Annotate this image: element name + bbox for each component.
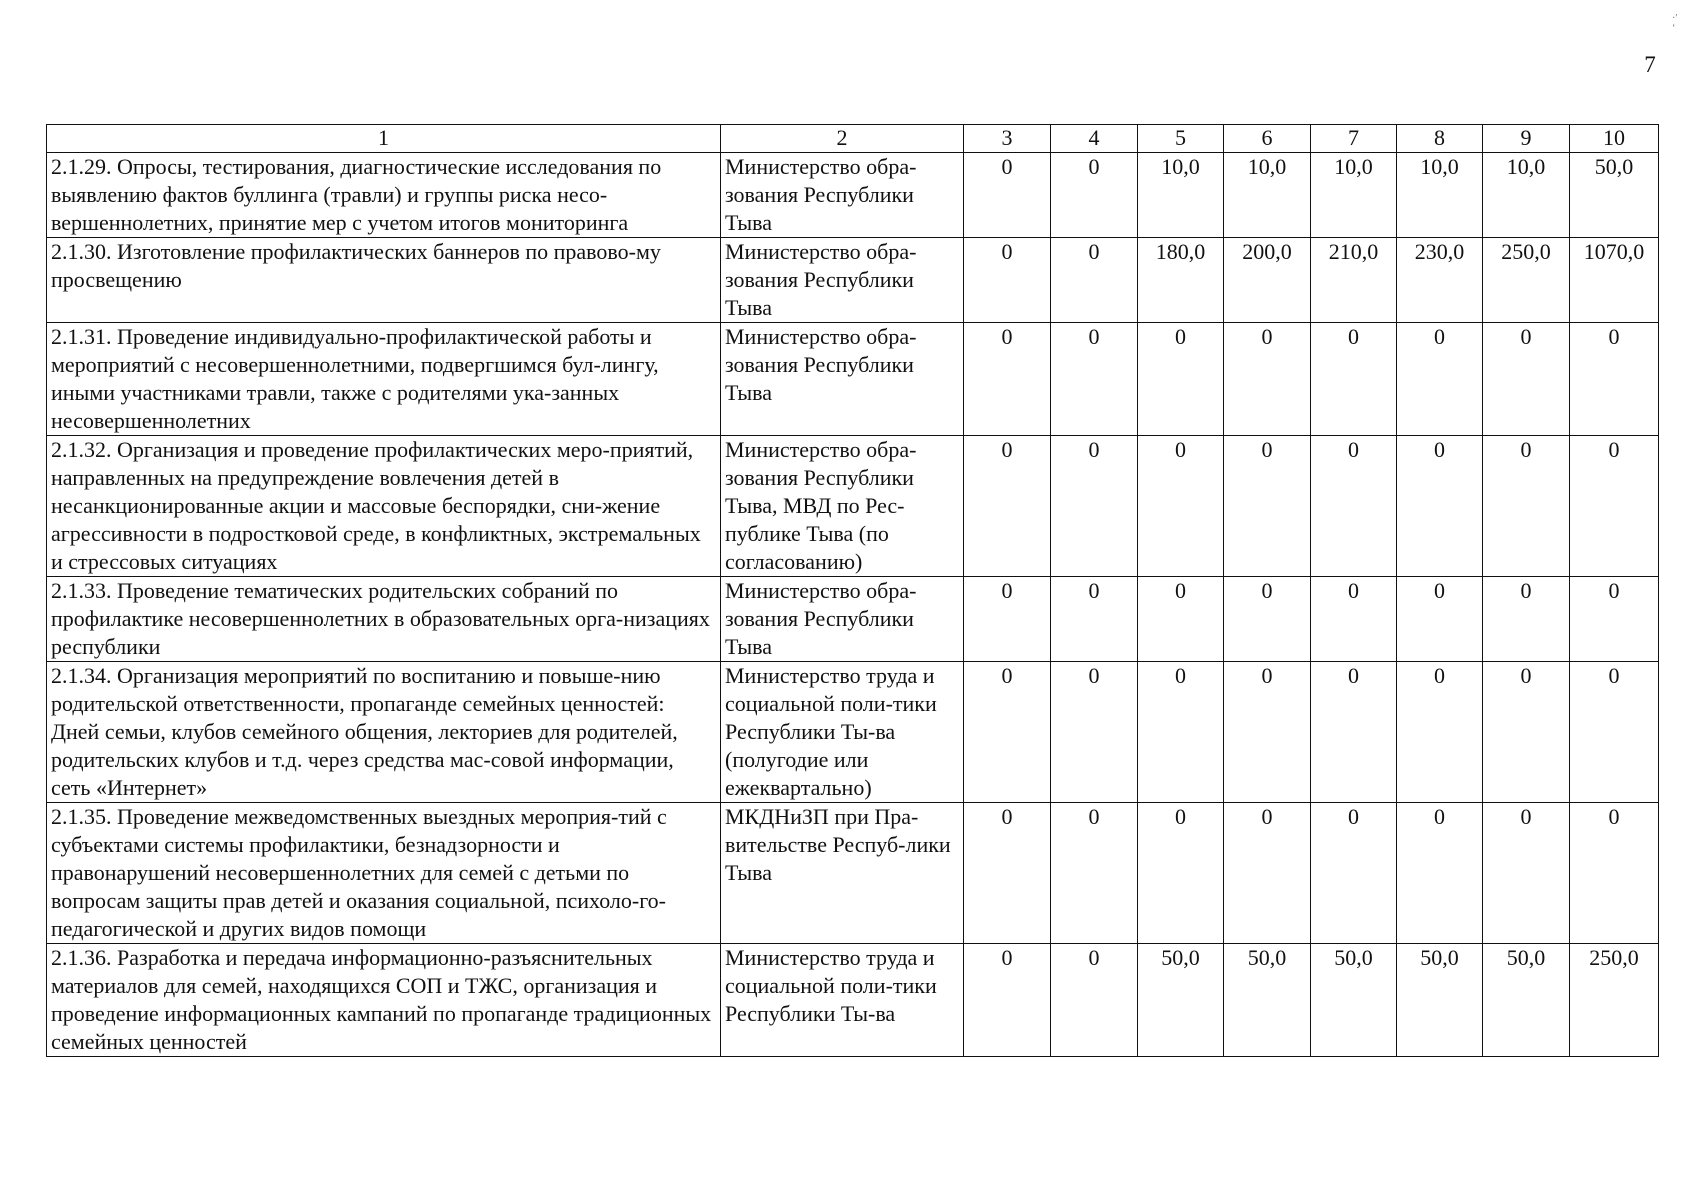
funding-value: 0 [964, 662, 1051, 803]
funding-value: 0 [1051, 662, 1138, 803]
funding-value: 10,0 [1224, 153, 1311, 238]
responsible-executor: Министерство обра-зования Республики Тыва [721, 153, 964, 238]
funding-value: 10,0 [1311, 153, 1397, 238]
funding-value: 10,0 [1138, 153, 1224, 238]
column-header-4: 4 [1051, 125, 1138, 153]
funding-value: 0 [1224, 577, 1311, 662]
measure-description: 2.1.32. Организация и проведение профилактических меро-приятий, направленных на предупреждение вовлечения детей в несанкционированные акции и массовые беспорядки, сни-жение агрессивности в подростковой среде, в конфликтных, экстремальных и стрессовых ситуациях [47, 436, 721, 577]
funding-value: 250,0 [1570, 944, 1659, 1057]
funding-value: 0 [1138, 323, 1224, 436]
measure-description: 2.1.31. Проведение индивидуально-профилактической работы и мероприятий с несовершеннолетними, подвергшимся бул-лингу, иными участниками травли, также с родителями ука-занных несовершеннолетних [47, 323, 721, 436]
responsible-executor: МКДНиЗП при Пра-вительстве Респуб-лики Тыва [721, 803, 964, 944]
column-header-6: 6 [1224, 125, 1311, 153]
table-row [47, 436, 1659, 577]
table-row [47, 662, 1659, 803]
funding-value: 0 [1138, 436, 1224, 577]
funding-value: 0 [1051, 153, 1138, 238]
funding-value: 0 [1051, 944, 1138, 1057]
funding-value: 0 [1051, 577, 1138, 662]
measure-description: 2.1.33. Проведение тематических родительских собраний по профилактике несовершеннолетних в образовательных орга-низациях республики [47, 577, 721, 662]
funding-value: 50,0 [1138, 944, 1224, 1057]
funding-value: 0 [1051, 323, 1138, 436]
funding-value: 0 [964, 323, 1051, 436]
responsible-executor: Министерство труда и социальной поли-тики Республики Ты-ва (полугодие или ежеквартально) [721, 662, 964, 803]
funding-value: 0 [1570, 803, 1659, 944]
funding-value: 200,0 [1224, 238, 1311, 323]
funding-value: 0 [964, 153, 1051, 238]
funding-value: 0 [964, 803, 1051, 944]
responsible-executor: Министерство обра-зования Республики Тыва [721, 323, 964, 436]
funding-value: 0 [1483, 662, 1570, 803]
responsible-executor: Министерство труда и социальной поли-тики Республики Ты-ва [721, 944, 964, 1057]
funding-value: 250,0 [1483, 238, 1570, 323]
funding-value: 0 [1570, 662, 1659, 803]
table-row [47, 577, 1659, 662]
funding-value: 0 [1051, 803, 1138, 944]
funding-value: 0 [1397, 577, 1483, 662]
table-row [47, 153, 1659, 238]
responsible-executor: Министерство обра-зования Республики Тыва [721, 238, 964, 323]
funding-value: 0 [1051, 238, 1138, 323]
responsible-executor: Министерство обра-зования Республики Тыва [721, 577, 964, 662]
funding-value: 0 [1570, 436, 1659, 577]
funding-value: 0 [1397, 662, 1483, 803]
funding-value: 0 [1311, 436, 1397, 577]
funding-value: 0 [1397, 323, 1483, 436]
funding-value: 0 [1397, 803, 1483, 944]
funding-value: 0 [1224, 323, 1311, 436]
funding-value: 210,0 [1311, 238, 1397, 323]
measure-description: 2.1.29. Опросы, тестирования, диагностические исследования по выявлению фактов буллинга (травли) и группы риска несо-вершеннолетних, принятие мер с учетом итогов мониторинга [47, 153, 721, 238]
funding-value: 0 [1397, 436, 1483, 577]
funding-value: 50,0 [1483, 944, 1570, 1057]
funding-value: 50,0 [1570, 153, 1659, 238]
funding-value: 0 [1570, 577, 1659, 662]
funding-value: 50,0 [1397, 944, 1483, 1057]
table-row [47, 944, 1659, 1057]
funding-value: 0 [964, 436, 1051, 577]
funding-value: 0 [1224, 803, 1311, 944]
funding-value: 230,0 [1397, 238, 1483, 323]
column-header-8: 8 [1397, 125, 1483, 153]
funding-value: 10,0 [1397, 153, 1483, 238]
funding-value: 0 [1224, 662, 1311, 803]
funding-value: 0 [1311, 662, 1397, 803]
column-header-9: 9 [1483, 125, 1570, 153]
column-header-1: 1 [47, 125, 721, 153]
funding-value: 0 [1483, 323, 1570, 436]
funding-value: 180,0 [1138, 238, 1224, 323]
table-row [47, 803, 1659, 944]
funding-value: 0 [1311, 803, 1397, 944]
funding-value: 0 [964, 944, 1051, 1057]
measure-description: 2.1.36. Разработка и передача информационно-разъяснительных материалов для семей, находящихся СОП и ТЖС, организация и проведение информационных кампаний по пропаганде традиционных семейных ценностей [47, 944, 721, 1057]
measure-description: 2.1.30. Изготовление профилактических баннеров по правово-му просвещению [47, 238, 721, 323]
header-row [47, 125, 1659, 153]
column-header-10: 10 [1570, 125, 1659, 153]
funding-value: 0 [964, 238, 1051, 323]
scan-mark: ·′ ‘ [1672, 13, 1678, 34]
funding-value: 0 [964, 577, 1051, 662]
funding-value: 0 [1311, 577, 1397, 662]
funding-value: 0 [1138, 662, 1224, 803]
funding-value: 0 [1138, 803, 1224, 944]
funding-value: 0 [1051, 436, 1138, 577]
funding-value: 10,0 [1483, 153, 1570, 238]
funding-value: 0 [1483, 803, 1570, 944]
column-header-7: 7 [1311, 125, 1397, 153]
funding-value: 1070,0 [1570, 238, 1659, 323]
table-row [47, 323, 1659, 436]
funding-value: 0 [1311, 323, 1397, 436]
funding-value: 0 [1138, 577, 1224, 662]
measure-description: 2.1.34. Организация мероприятий по воспитанию и повыше-нию родительской ответственности, пропаганде семейных ценностей: Дней семьи, клубов семейного общения, лекториев для родителей, родительских клубов и т.д. через средства мас-совой информации, сеть «Интернет» [47, 662, 721, 803]
funding-value: 0 [1570, 323, 1659, 436]
measure-description: 2.1.35. Проведение межведомственных выездных мероприя-тий с субъектами системы профилактики, безнадзорности и правонарушений несовершеннолетних для семей с детьми по вопросам защиты прав детей и оказания социальной, психоло-го-педагогической и других видов помощи [47, 803, 721, 944]
funding-value: 0 [1224, 436, 1311, 577]
funding-value: 0 [1483, 577, 1570, 662]
funding-value: 50,0 [1224, 944, 1311, 1057]
column-header-3: 3 [964, 125, 1051, 153]
funding-table [46, 124, 1659, 1057]
page-number: 7 [1644, 52, 1656, 77]
column-header-5: 5 [1138, 125, 1224, 153]
responsible-executor: Министерство обра-зования Республики Тыва, МВД по Рес-публике Тыва (по согласованию) [721, 436, 964, 577]
funding-value: 0 [1483, 436, 1570, 577]
column-header-2: 2 [721, 125, 964, 153]
table-row [47, 238, 1659, 323]
funding-value: 50,0 [1311, 944, 1397, 1057]
